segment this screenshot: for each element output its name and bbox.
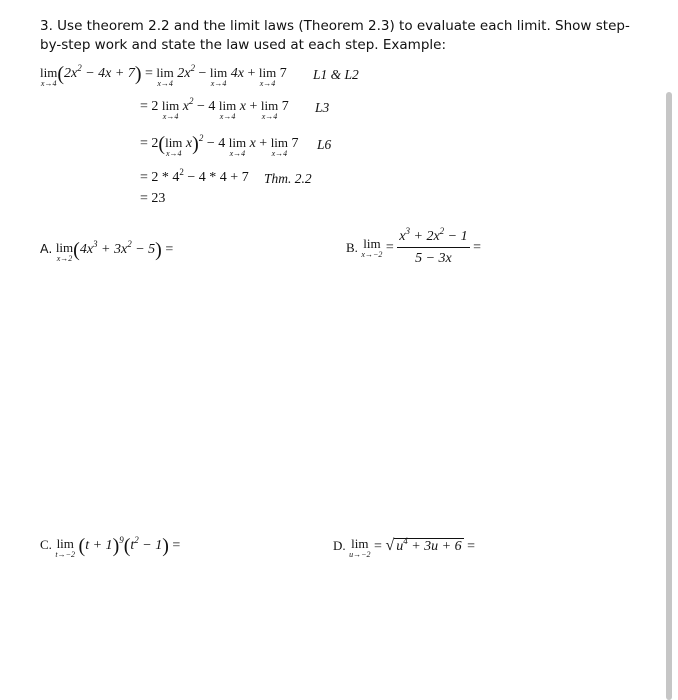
vertical-scrollbar[interactable] — [666, 92, 672, 700]
law-label: L6 — [317, 137, 332, 152]
example-line-2: = 2 lim x→4 $x^2 - 4$ lim x→4 x + lim x→4 7 — [140, 96, 289, 121]
problem-instructions: 3. Use theorem 2.2 and the limit laws (Theorem 2.3) to evaluate each limit. Show step-by-step work and state the law used at each step. Example: — [40, 18, 630, 53]
fraction: $\frac{x^3 + 2x^2 - 1}{5 - 3x}$ — [399, 226, 468, 266]
limit-operator: lim x→4 — [161, 98, 180, 121]
limit-operator: lim x→4 — [156, 65, 174, 88]
limit-operator: lim x→4 — [260, 98, 279, 121]
limit-operator: lim x→4 — [270, 135, 289, 158]
problem-label: B. — [346, 240, 358, 255]
limit-operator: lim x→4 — [209, 65, 228, 88]
example-line-4: = $2 * 4^2 - 4 * 4 + 7$ — [140, 167, 249, 185]
problem-label: C. — [40, 537, 52, 552]
limit-operator: lim t→−2 — [55, 536, 76, 559]
limit-operator: lim x→4 — [218, 98, 237, 121]
limit-operator: lim x→4 — [165, 135, 183, 158]
problem-label: D. — [333, 538, 346, 553]
problem-c: C. lim t→−2 $(t + 1)^9(t^2 - 1)$ = — [40, 535, 181, 559]
example-line-3: = 2( lim x→4 x)$^2$ − 4 lim x→4 x + lim x→4 7 — [140, 133, 299, 158]
example-line-5: = 23 — [140, 191, 166, 206]
limit-operator: lim x→2 — [55, 240, 74, 263]
problem-b: B. lim x→−2 = $\frac{x^3 + 2x^2 - 1}{5 - 3x}$ = — [346, 226, 482, 266]
limit-operator: lim x→4 — [258, 65, 277, 88]
problem-d: D. lim u→−2 = √ $u^4 + 3u + 6$ = — [333, 536, 476, 559]
limit-operator: lim u→−2 — [349, 536, 371, 559]
square-root: √ $u^4 + 3u + 6$ — [385, 536, 462, 554]
limit-operator: lim x→4 — [228, 135, 247, 158]
problem-label: A. — [40, 241, 53, 256]
law-label: L3 — [315, 100, 330, 115]
law-label: Thm. 2.2 — [264, 171, 312, 186]
limit-operator: lim x→4 — [40, 65, 58, 88]
problem-a: A. lim x→2 $(4x^3 + 3x^2 - 5)$ = — [40, 239, 174, 263]
law-label: L1 & L2 — [313, 67, 359, 82]
limit-operator: lim x→−2 — [361, 236, 383, 259]
example-line-1: lim x→4 $(2x^2 - 4x + 7)$ = lim x→4 $2x^2$ − lim x→4 4x + lim x→4 7 — [40, 63, 287, 88]
